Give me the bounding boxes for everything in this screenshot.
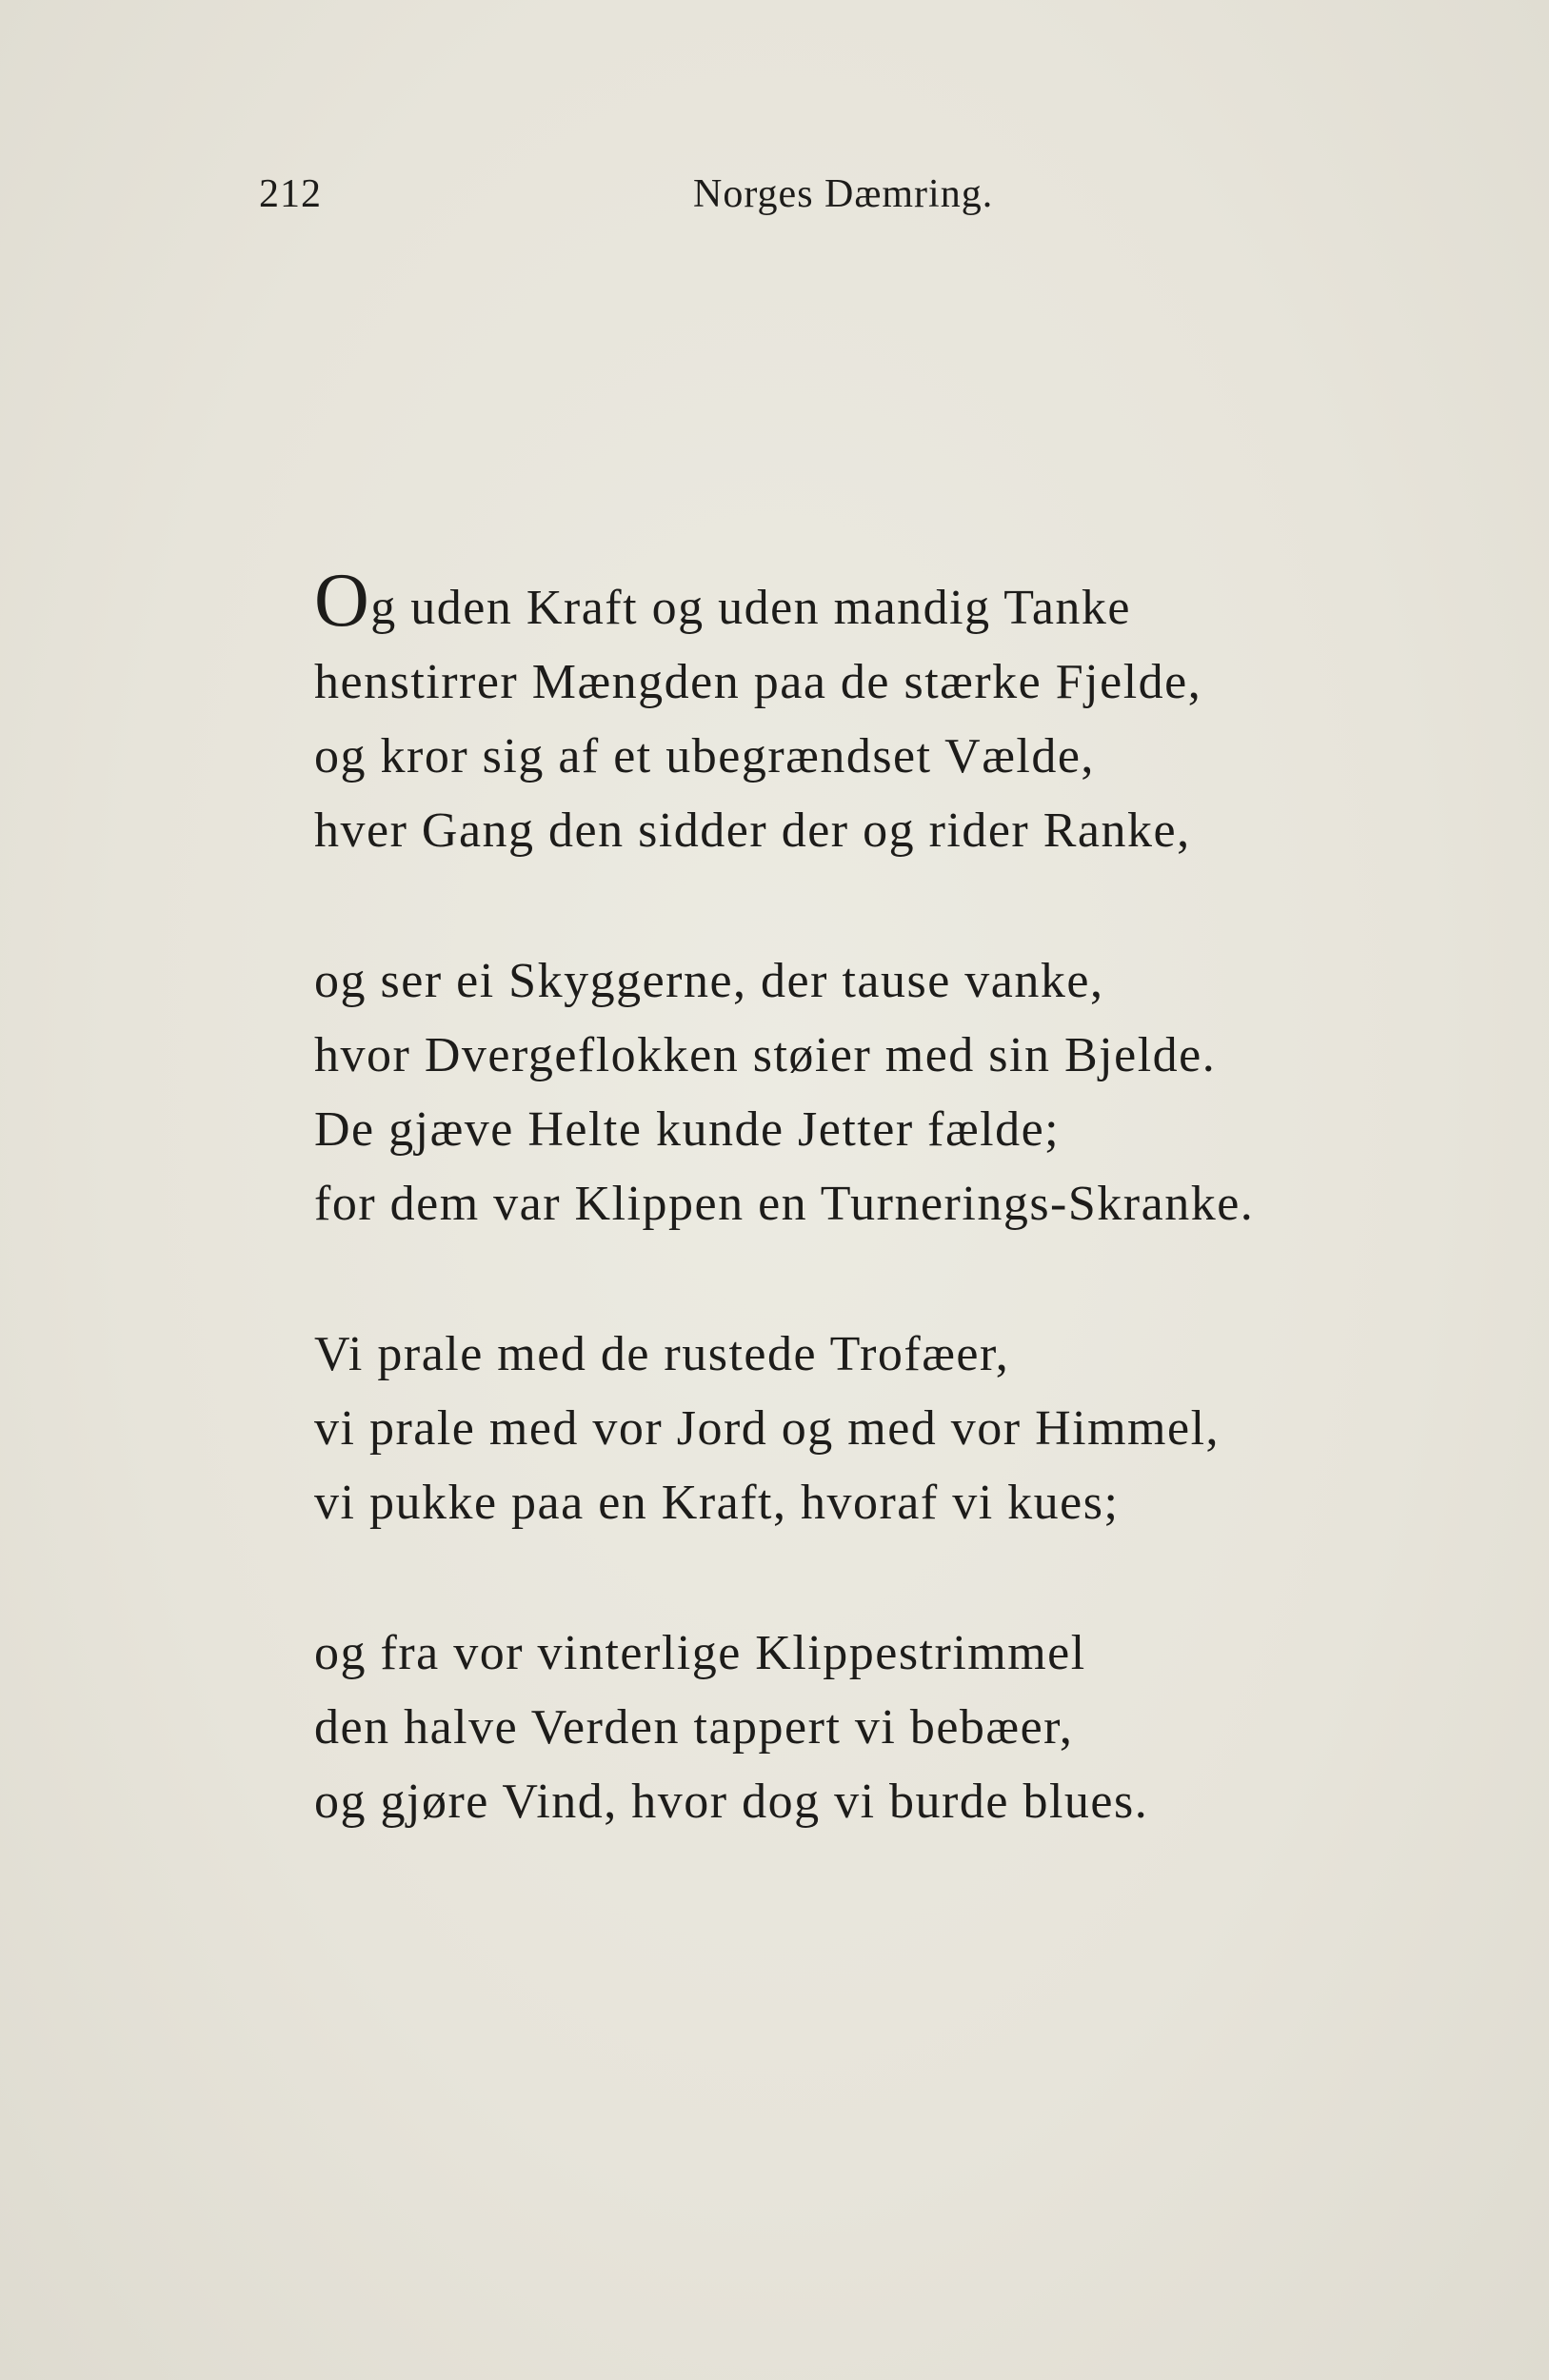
verse-line-4: hver Gang den sidder der og rider Ranke, bbox=[314, 803, 1191, 858]
verse-line-14: og gjøre Vind, hvor dog vi burde blues. bbox=[314, 1775, 1149, 1829]
page-number: 212 bbox=[259, 172, 322, 216]
stanza-2 bbox=[314, 944, 1409, 1241]
verse-line-11: vi pukke paa en Kraft, hvoraf vi kues; bbox=[314, 1476, 1120, 1530]
running-title: Norges Dæmring. bbox=[693, 172, 994, 216]
verse-line-9: Vi prale med de rustede Trofæer, bbox=[314, 1327, 1010, 1381]
verse-line-3: og kror sig af et ubegrændset Vælde, bbox=[314, 729, 1095, 783]
verse-line-6: hvor Dvergeflokken støier med sin Bjelde. bbox=[314, 1028, 1217, 1082]
poem bbox=[314, 559, 1409, 1915]
verse-line-13: den halve Verden tappert vi bebæer, bbox=[314, 1700, 1074, 1755]
verse-line-8: for dem var Klippen en Turnerings-Skranke. bbox=[314, 1177, 1255, 1231]
drop-cap-initial: O bbox=[314, 559, 371, 643]
stanza-1 bbox=[314, 559, 1409, 868]
verse-line-5: og ser ei Skyggerne, der tause vanke, bbox=[314, 954, 1104, 1008]
verse-line-7: De gjæve Helte kunde Jetter fælde; bbox=[314, 1102, 1061, 1157]
verse-line-10: vi prale med vor Jord og med vor Himmel, bbox=[314, 1401, 1221, 1456]
running-head bbox=[259, 171, 1306, 228]
stanza-3 bbox=[314, 1318, 1409, 1540]
stanza-4 bbox=[314, 1616, 1409, 1839]
verse-line-2: henstirrer Mængden paa de stærke Fjelde, bbox=[314, 655, 1202, 709]
verse-line-12: og fra vor vinterlige Klippestrimmel bbox=[314, 1626, 1086, 1680]
verse-line-1 bbox=[314, 559, 1409, 645]
verse-line-1-rest: g uden Kraft og uden mandig Tanke bbox=[370, 581, 1131, 635]
